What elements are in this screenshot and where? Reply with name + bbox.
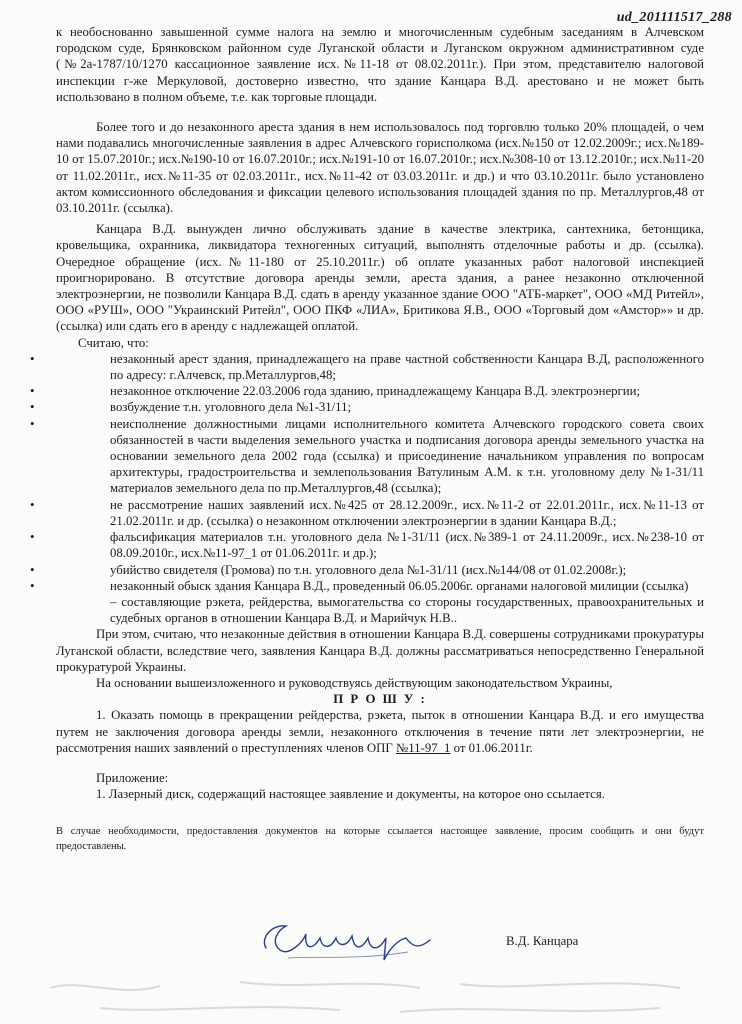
claims-list [56, 351, 704, 594]
request-paragraph [56, 707, 704, 756]
arrest-paragraph: Более того и до незаконного ареста здания в нем использовалось под торговлю только 20% площадей, о чем нами подавались многочисленные заявления в адрес Алчевского горисполкома (исх.№150 от 12.02.2009г.; исх.№189-10 от 15.07.2010г.; исх.№190-10 от 16.07.2010г.; исх.№191-10 от 16.07.2010г.; исх.№308-10 от 13.12.2010г.; исх.№11-20 от 11.02.2011г., исх.№11-35 от 02.03.2011г., исх.№11-42 от 03.03.2011г. и др.) и что 03.10.2011г. было установлено актом комиссионного обследования и фиксации целевого использования площадей здания по пр. Металлургов,48 от 03.10.2011г. (ссылка). [56, 120, 704, 216]
document-id: ud_201111517_288 [616, 10, 732, 25]
conclusion-paragraph: – составляющие рэкета, рейдерства, вымогательства со стороны государственных, правоохранительных и судебных органов в отношении Канцара В.Д. и Марийчук Н.В.. [110, 594, 704, 626]
service-paragraph: Канцара В.Д. вынужден лично обслуживать здание в качестве электрика, сантехника, бетонщика, кровельщика, охранника, ликвидатора техногенных ситуаций, выполнять отделочные работы и др. (ссылка). Очередное обращение (исх.№11-180 от 25.10.2011г.) об оплате указанных работ налоговой инспекцией проигнорировано. В отсутствие договора аренды земли, ареста здания, а ранее незаконно отключенной электроэнергии, не позволили Канцара В.Д. сдать в аренду указанное здание ООО "АТБ-маркет", ООО «МД Ритейл», ООО «РУШ», ООО "Украинский Ритейл", ООО ПКФ «ЛИА», Бритикова Я.В., ООО «Торговый дом «Амстор»» и др. (ссылка) или сдать его в аренду с надлежащей оплатой. [56, 222, 704, 334]
prosecutor-paragraph: При этом, считаю, что незаконные действия в отношении Канцара В.Д. совершены сотрудниками прокуратуры Луганской области, вследствие чего, заявления Канцара В.Д. должны рассматриваться непосредственно Генеральной прокуратурой Украины. [56, 627, 704, 674]
list-item: • убийство свидетеля (Громова) по т.н. уголовного дела №1-31/11 (исх.№144/08 от 01.02.2008г.); [56, 562, 704, 578]
appendix-heading: Приложение: [96, 770, 169, 785]
request-heading: П Р О Ш У : [333, 692, 427, 707]
intro-paragraph: к необоснованно завышенной сумме налога на землю и многочисленным судебным заседаниям в Алчевском городском суде, Брянковском районном суде Луганской области и Луганском окружном административном суде (№2а-1787/10/1270 кассационное заявление исх.№11-18 от 08.02.2011г.). При этом, представителю налоговой инспекции г-же Меркуловой, достоверно известно, что здание Канцара В.Д. арестовано и не может быть использовано в полном объеме, т.е. как торговые площади. [56, 25, 704, 104]
list-item: • незаконный арест здания, принадлежащего на праве частной собственности Канцара В.Д, расположенного по адресу: г.Алчевск, пр.Металлургов,48; [56, 351, 704, 383]
faint-stamp-mark [40, 968, 740, 1024]
considering-line: Считаю, что: [78, 335, 149, 350]
list-item: • неисполнение должностными лицами исполнительного комитета Алчевского городского совета своих обязанностей в части выделения земельного участка и подписания договора аренды земельного участка на основании земельного дела 2002 года (ссылка) и присоединение начальником управления по вопросам архитектуры, градостроительства и землепользования Ватулиным А.М. к т.н. уголовному делу №1-31/11 материалов земельного дела по пр.Металлургов,48 (ссылка); [56, 416, 704, 497]
appendix-item: 1. Лазерный диск, содержащий настоящее заявление и документы, на которое оно ссылается. [96, 787, 605, 802]
request-reference: №11-97_1 [396, 740, 451, 755]
request-tail: от 01.06.2011г. [453, 740, 533, 755]
list-item: • фальсификация материалов т.н. уголовного дела №1-31/11 (исх.№389-1 от 24.11.2009г., исх.№238-10 от 08.09.2010г., исх.№11-97_1 от 01.06.2011г. и др.); [56, 529, 704, 561]
request-text: 1. Оказать помощь в прекращении рейдерства, рэкета, пыток в отношении Канцара В.Д. и его имущества путем не заключения договора аренды земли, незаконного отключения в течение пяти лет электроэнергии, не рассмотрения наших заявлений о преступлениях членов ОПГ [56, 708, 704, 755]
list-item: • возбуждение т.н. уголовного дела №1-31/11; [56, 399, 704, 415]
list-item: • незаконное отключение 22.03.2006 года зданию, принадлежащему Канцара В.Д. электроэнергии; [56, 383, 704, 399]
document-body [56, 24, 704, 854]
signer-name: В.Д. Канцара [506, 934, 579, 948]
handwritten-signature [258, 908, 448, 972]
note-paragraph: В случае необходимости, предоставления документов на которые ссылается настоящее заявление, просим сообщить и они будут предоставлены. [56, 826, 704, 853]
list-item: • незаконный обыск здания Канцара В.Д., проведенный 06.05.2006г. органами налоговой милиции (ссылка) [56, 578, 704, 594]
list-item: • не рассмотрение наших заявлений исх.№425 от 28.12.2009г., исх.№11-2 от 22.01.2011г., исх.№11-13 от 21.02.2011г. и др. (ссылка) о незаконном отключении электроэнергии в здании Канцара В.Д.; [56, 497, 704, 529]
basis-paragraph: На основании вышеизложенного и руководствуясь действующим законодательством Украины, [96, 675, 613, 690]
